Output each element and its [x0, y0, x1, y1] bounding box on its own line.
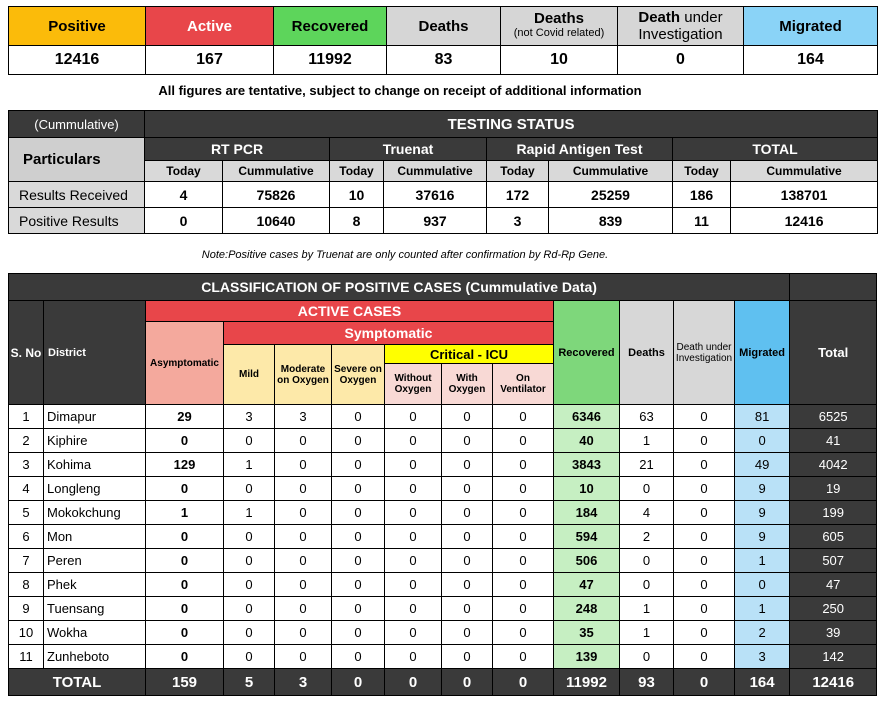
- data-cell: 0: [674, 477, 735, 501]
- sno-cell: 1: [9, 405, 44, 429]
- data-cell: 4: [145, 182, 223, 208]
- total-header: TOTAL: [673, 138, 878, 161]
- data-cell: 1: [620, 597, 674, 621]
- table-row: [9, 621, 877, 645]
- recovered-value: 11992: [274, 46, 387, 75]
- classification-table: [8, 273, 877, 696]
- data-cell: 0: [275, 573, 332, 597]
- death-under-investigation-value: 0: [618, 46, 744, 75]
- testing-status-title: TESTING STATUS: [145, 111, 878, 138]
- data-cell: 0: [275, 645, 332, 669]
- total-col-header: Total: [790, 301, 877, 405]
- death-under-label-bold: Death: [638, 9, 681, 26]
- data-cell: 0: [674, 453, 735, 477]
- rtpcr-today-header: Today: [145, 161, 223, 182]
- summary-table: [8, 6, 878, 75]
- data-cell: 3: [275, 405, 332, 429]
- testing-group-row: [9, 138, 878, 161]
- data-cell: 186: [673, 182, 731, 208]
- truenat-header: Truenat: [330, 138, 487, 161]
- death-under-label-line2: Investigation: [638, 26, 723, 43]
- data-cell: 63: [620, 405, 674, 429]
- data-cell: 0: [332, 645, 385, 669]
- table-row: [9, 549, 877, 573]
- data-cell: 0: [146, 477, 224, 501]
- total-row: [9, 669, 877, 696]
- data-cell: 0: [332, 549, 385, 573]
- data-cell: 1: [735, 549, 790, 573]
- data-cell: 0: [385, 645, 442, 669]
- data-cell: 0: [674, 501, 735, 525]
- data-cell: 0: [385, 597, 442, 621]
- data-cell: 0: [493, 549, 554, 573]
- district-cell: Kiphire: [44, 429, 146, 453]
- district-header: District: [44, 301, 146, 405]
- data-cell: 0: [442, 405, 493, 429]
- total-today-header: Today: [673, 161, 731, 182]
- data-cell: 0: [275, 549, 332, 573]
- rapid-today-header: Today: [487, 161, 549, 182]
- truenat-cumulative-header: Cummulative: [384, 161, 487, 182]
- table-row: [9, 477, 877, 501]
- data-cell: 11: [673, 208, 731, 234]
- total-cell: 12416: [790, 669, 877, 696]
- moderate-header: Moderate on Oxygen: [275, 345, 332, 405]
- on-ventilator-header: On Ventilator: [493, 364, 554, 405]
- sno-cell: 5: [9, 501, 44, 525]
- active-value: 167: [146, 46, 274, 75]
- positive-header: Positive: [9, 7, 146, 46]
- recovered-header: Recovered: [274, 7, 387, 46]
- cummulative-label: (Cummulative): [9, 111, 145, 138]
- table-row: [9, 429, 877, 453]
- district-cell: Wokha: [44, 621, 146, 645]
- data-cell: 12416: [731, 208, 878, 234]
- data-cell: 0: [442, 525, 493, 549]
- critical-icu-header: Critical - ICU: [385, 345, 554, 364]
- data-cell: 0: [224, 477, 275, 501]
- rtpcr-header: RT PCR: [145, 138, 330, 161]
- data-cell: 0: [493, 645, 554, 669]
- data-cell: 4: [620, 501, 674, 525]
- data-cell: 172: [487, 182, 549, 208]
- data-cell: 0: [442, 429, 493, 453]
- data-cell: 3: [487, 208, 549, 234]
- data-cell: 139: [554, 645, 620, 669]
- data-cell: 0: [674, 645, 735, 669]
- sno-cell: 8: [9, 573, 44, 597]
- data-cell: 0: [275, 501, 332, 525]
- data-cell: 0: [275, 477, 332, 501]
- particulars-header: Particulars: [9, 138, 145, 182]
- data-cell: 184: [554, 501, 620, 525]
- data-cell: 0: [674, 597, 735, 621]
- sno-cell: 3: [9, 453, 44, 477]
- district-cell: Phek: [44, 573, 146, 597]
- table-row: [9, 525, 877, 549]
- data-cell: 0: [493, 501, 554, 525]
- data-cell: 0: [275, 621, 332, 645]
- data-cell: 0: [442, 549, 493, 573]
- data-cell: 9: [735, 525, 790, 549]
- truenat-today-header: Today: [330, 161, 384, 182]
- data-cell: 1: [224, 453, 275, 477]
- title-corner: [790, 274, 877, 301]
- data-cell: 0: [442, 597, 493, 621]
- district-cell: Tuensang: [44, 597, 146, 621]
- data-cell: 250: [790, 597, 877, 621]
- sno-cell: 4: [9, 477, 44, 501]
- data-cell: 0: [224, 573, 275, 597]
- data-cell: 1: [146, 501, 224, 525]
- data-cell: 0: [735, 429, 790, 453]
- sno-header: S. No: [9, 301, 44, 405]
- data-cell: 2: [620, 525, 674, 549]
- data-cell: 0: [332, 405, 385, 429]
- rtpcr-cumulative-header: Cummulative: [223, 161, 330, 182]
- district-cell: Kohima: [44, 453, 146, 477]
- data-cell: 138701: [731, 182, 878, 208]
- summary-header-row: [9, 7, 878, 46]
- data-cell: 0: [385, 525, 442, 549]
- district-cell: Peren: [44, 549, 146, 573]
- data-cell: 0: [442, 573, 493, 597]
- data-cell: 3: [224, 405, 275, 429]
- data-cell: 0: [385, 621, 442, 645]
- data-cell: 8: [330, 208, 384, 234]
- total-cell: 0: [442, 669, 493, 696]
- data-cell: 0: [224, 645, 275, 669]
- deaths-not-covid-value: 10: [501, 46, 618, 75]
- district-cell: Zunheboto: [44, 645, 146, 669]
- data-cell: 0: [332, 597, 385, 621]
- table-row: [9, 645, 877, 669]
- total-cell: 0: [385, 669, 442, 696]
- district-cell: Longleng: [44, 477, 146, 501]
- data-cell: 0: [493, 621, 554, 645]
- data-cell: 0: [674, 525, 735, 549]
- data-cell: 3: [735, 645, 790, 669]
- data-cell: 10: [330, 182, 384, 208]
- classification-title: CLASSIFICATION OF POSITIVE CASES (Cummulative Data): [9, 274, 790, 301]
- data-cell: 0: [620, 549, 674, 573]
- data-cell: 39: [790, 621, 877, 645]
- data-cell: 0: [224, 525, 275, 549]
- district-cell: Mokokchung: [44, 501, 146, 525]
- death-under-investigation-header: [618, 7, 744, 46]
- district-cell: Mon: [44, 525, 146, 549]
- data-cell: 40: [554, 429, 620, 453]
- deaths-not-covid-header: [501, 7, 618, 46]
- results-received-row: [9, 182, 878, 208]
- data-cell: 0: [674, 405, 735, 429]
- district-cell: Dimapur: [44, 405, 146, 429]
- sno-cell: 10: [9, 621, 44, 645]
- table-row: [9, 573, 877, 597]
- data-cell: 0: [385, 501, 442, 525]
- positive-value: 12416: [9, 46, 146, 75]
- data-cell: 29: [146, 405, 224, 429]
- with-oxygen-header: With Oxygen: [442, 364, 493, 405]
- data-cell: 10: [554, 477, 620, 501]
- positive-results-row: [9, 208, 878, 234]
- data-cell: 47: [554, 573, 620, 597]
- data-cell: 25259: [549, 182, 673, 208]
- data-cell: 0: [493, 477, 554, 501]
- data-cell: 0: [493, 453, 554, 477]
- district-rows: [9, 405, 877, 669]
- severe-header: Severe on Oxygen: [332, 345, 385, 405]
- data-cell: 0: [332, 501, 385, 525]
- data-cell: 142: [790, 645, 877, 669]
- data-cell: 0: [735, 573, 790, 597]
- data-cell: 19: [790, 477, 877, 501]
- data-cell: 37616: [384, 182, 487, 208]
- data-cell: 0: [146, 549, 224, 573]
- data-cell: 0: [385, 429, 442, 453]
- total-cell: 3: [275, 669, 332, 696]
- data-cell: 0: [620, 573, 674, 597]
- data-cell: 4042: [790, 453, 877, 477]
- active-cases-header: ACTIVE CASES: [146, 301, 554, 322]
- total-cell: 11992: [554, 669, 620, 696]
- data-cell: 0: [332, 525, 385, 549]
- data-cell: 9: [735, 477, 790, 501]
- data-cell: 0: [146, 621, 224, 645]
- sno-cell: 2: [9, 429, 44, 453]
- death-under-col-header: Death under Investigation: [674, 301, 735, 405]
- data-cell: 1: [620, 621, 674, 645]
- data-cell: 937: [384, 208, 487, 234]
- testing-status-table: [8, 110, 878, 234]
- data-cell: 0: [385, 549, 442, 573]
- recovered-col-header: Recovered: [554, 301, 620, 405]
- data-cell: 0: [385, 573, 442, 597]
- death-under-label-rest: under: [684, 9, 723, 26]
- data-cell: 0: [275, 429, 332, 453]
- data-cell: 0: [674, 573, 735, 597]
- total-cell: 0: [332, 669, 385, 696]
- data-cell: 0: [620, 477, 674, 501]
- total-cell: 5: [224, 669, 275, 696]
- table-row: [9, 405, 877, 429]
- truenat-note: Note:Positive cases by Truenat are only counted after confirmation by Rd-Rp Gene.: [201, 249, 609, 261]
- data-cell: 9: [735, 501, 790, 525]
- data-cell: 506: [554, 549, 620, 573]
- symptomatic-header: Symptomatic: [224, 322, 554, 345]
- total-label: TOTAL: [9, 669, 146, 696]
- data-cell: 47: [790, 573, 877, 597]
- data-cell: 0: [493, 573, 554, 597]
- data-cell: 0: [442, 501, 493, 525]
- data-cell: 10640: [223, 208, 330, 234]
- data-cell: 0: [442, 621, 493, 645]
- total-cell: 0: [493, 669, 554, 696]
- sno-cell: 11: [9, 645, 44, 669]
- data-cell: 0: [146, 573, 224, 597]
- without-oxygen-header: Without Oxygen: [385, 364, 442, 405]
- deaths-not-covid-subtitle: (not Covid related): [513, 27, 605, 39]
- disclaimer-text: All figures are tentative, subject to change on receipt of additional information: [158, 83, 642, 98]
- data-cell: 0: [224, 597, 275, 621]
- total-cell: 164: [735, 669, 790, 696]
- data-cell: 0: [224, 621, 275, 645]
- data-cell: 0: [442, 477, 493, 501]
- total-cell: 159: [146, 669, 224, 696]
- total-cumulative-header: Cummulative: [731, 161, 878, 182]
- asymptomatic-header: Asymptomatic: [146, 322, 224, 405]
- data-cell: 129: [146, 453, 224, 477]
- summary-value-row: [9, 46, 878, 75]
- data-cell: 0: [145, 208, 223, 234]
- total-cell: 93: [620, 669, 674, 696]
- data-cell: 0: [146, 645, 224, 669]
- mild-header: Mild: [224, 345, 275, 405]
- data-cell: 0: [674, 621, 735, 645]
- migrated-header: Migrated: [744, 7, 878, 46]
- data-cell: 0: [275, 525, 332, 549]
- data-cell: 0: [385, 453, 442, 477]
- data-cell: 0: [275, 453, 332, 477]
- data-cell: 0: [275, 597, 332, 621]
- positive-results-label: Positive Results: [9, 208, 145, 234]
- data-cell: 839: [549, 208, 673, 234]
- data-cell: 0: [674, 429, 735, 453]
- testing-title-row: [9, 111, 878, 138]
- data-cell: 1: [620, 429, 674, 453]
- table-row: [9, 597, 877, 621]
- data-cell: 1: [735, 597, 790, 621]
- sno-cell: 9: [9, 597, 44, 621]
- data-cell: 75826: [223, 182, 330, 208]
- deaths-header: Deaths: [387, 7, 501, 46]
- data-cell: 6525: [790, 405, 877, 429]
- data-cell: 0: [332, 477, 385, 501]
- data-cell: 248: [554, 597, 620, 621]
- header-row-1: [9, 301, 877, 322]
- sno-cell: 7: [9, 549, 44, 573]
- data-cell: 0: [332, 453, 385, 477]
- data-cell: 0: [146, 597, 224, 621]
- data-cell: 0: [442, 645, 493, 669]
- data-cell: 0: [493, 597, 554, 621]
- data-cell: 0: [385, 405, 442, 429]
- deaths-not-covid-title: Deaths: [533, 10, 585, 27]
- data-cell: 0: [385, 477, 442, 501]
- table-row: [9, 453, 877, 477]
- data-cell: 0: [493, 429, 554, 453]
- rapid-cumulative-header: Cummulative: [549, 161, 673, 182]
- data-cell: 41: [790, 429, 877, 453]
- migrated-value: 164: [744, 46, 878, 75]
- data-cell: 0: [332, 621, 385, 645]
- data-cell: 507: [790, 549, 877, 573]
- data-cell: 0: [493, 525, 554, 549]
- data-cell: 0: [146, 525, 224, 549]
- results-received-label: Results Received: [9, 182, 145, 208]
- total-cell: 0: [674, 669, 735, 696]
- data-cell: 0: [493, 405, 554, 429]
- data-cell: 35: [554, 621, 620, 645]
- active-header: Active: [146, 7, 274, 46]
- data-cell: 0: [442, 453, 493, 477]
- deaths-col-header: Deaths: [620, 301, 674, 405]
- rapid-antigen-header: Rapid Antigen Test: [487, 138, 673, 161]
- data-cell: 81: [735, 405, 790, 429]
- migrated-col-header: Migrated: [735, 301, 790, 405]
- data-cell: 2: [735, 621, 790, 645]
- data-cell: 594: [554, 525, 620, 549]
- data-cell: 21: [620, 453, 674, 477]
- data-cell: 6346: [554, 405, 620, 429]
- data-cell: 0: [224, 549, 275, 573]
- data-cell: 1: [224, 501, 275, 525]
- data-cell: 0: [146, 429, 224, 453]
- data-cell: 0: [620, 645, 674, 669]
- data-cell: 0: [332, 429, 385, 453]
- sno-cell: 6: [9, 525, 44, 549]
- data-cell: 199: [790, 501, 877, 525]
- data-cell: 0: [332, 573, 385, 597]
- data-cell: 605: [790, 525, 877, 549]
- data-cell: 3843: [554, 453, 620, 477]
- data-cell: 0: [224, 429, 275, 453]
- deaths-value: 83: [387, 46, 501, 75]
- data-cell: 49: [735, 453, 790, 477]
- table-row: [9, 501, 877, 525]
- classification-title-row: [9, 274, 877, 301]
- data-cell: 0: [674, 549, 735, 573]
